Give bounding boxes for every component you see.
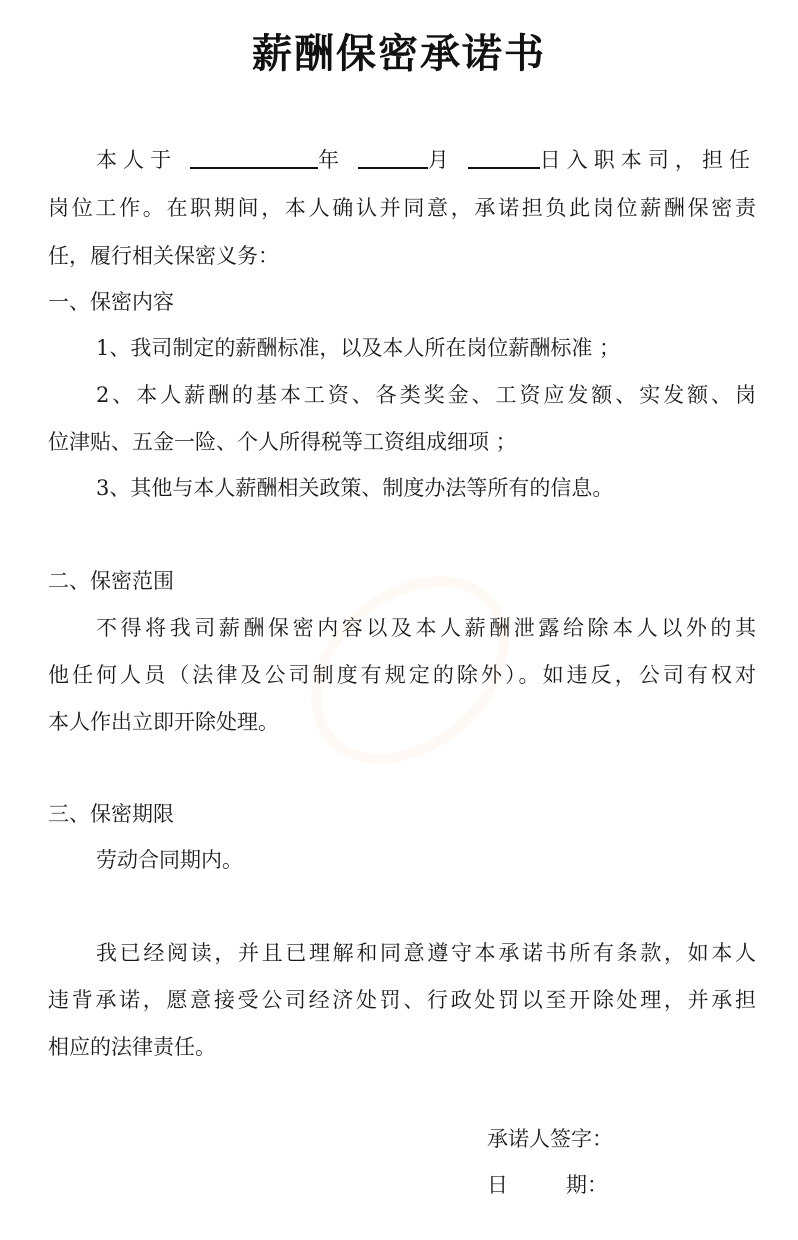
declaration-line-1: 我已经阅读，并且已理解和同意遵守本承诺书所有条款，如本人	[96, 941, 756, 965]
document-title: 薪酬保密承诺书	[252, 31, 546, 77]
entry-month-field[interactable]	[358, 145, 428, 169]
date-label-part-2: 期：	[566, 1173, 608, 1197]
section-2-heading: 二、保密范围	[48, 569, 174, 593]
entry-year-field[interactable]	[190, 145, 318, 169]
section-1-item-1: 1、我司制定的薪酬标准，以及本人所在岗位薪酬标准 ；	[96, 336, 621, 360]
section-3-heading: 三、保密期限	[48, 802, 174, 826]
signer-row	[487, 1124, 740, 1154]
declaration-line-2: 违背承诺，愿意接受公司经济处罚、行政处罚以至开除处理，并承担	[48, 988, 756, 1012]
entry-day-field[interactable]	[468, 145, 540, 169]
section-1-item-3: 3、其他与本人薪酬相关政策、制度办法等所有的信息。	[96, 476, 614, 500]
signer-label: 承诺人签字：	[487, 1127, 613, 1151]
section-1-heading: 一、保密内容	[48, 290, 174, 314]
intro-line-2: 岗位工作。在职期间，本人确认并同意，承诺担负此岗位薪酬保密责	[48, 196, 756, 220]
year-label: 年	[317, 148, 345, 172]
section-1-item-2-line-2: 位津贴、五金一险、个人所得税等工资组成细项 ；	[48, 430, 517, 454]
intro-line-3: 任，履行相关保密义务：	[48, 244, 279, 268]
section-3-para: 劳动合同期内。	[96, 848, 243, 872]
declaration-line-3: 相应的法律责任。	[48, 1035, 216, 1059]
day-label: 日入职本司，担任	[539, 148, 756, 172]
date-label-part-1: 日	[487, 1173, 508, 1197]
intro-prefix: 本人于	[96, 148, 178, 172]
date-row	[487, 1170, 735, 1200]
month-label: 月	[427, 148, 455, 172]
section-2-para-line-1: 不得将我司薪酬保密内容以及本人薪酬泄露给除本人以外的其	[96, 616, 756, 640]
intro-line-1	[96, 145, 756, 175]
section-2-para-line-2: 他任何人员（法律及公司制度有规定的除外）。如违反，公司有权对	[48, 663, 756, 687]
section-1-item-2-line-1: 2、本人薪酬的基本工资、各类奖金、工资应发额、实发额、岗	[96, 383, 756, 407]
section-2-para-line-3: 本人作出立即开除处理。	[48, 710, 279, 734]
